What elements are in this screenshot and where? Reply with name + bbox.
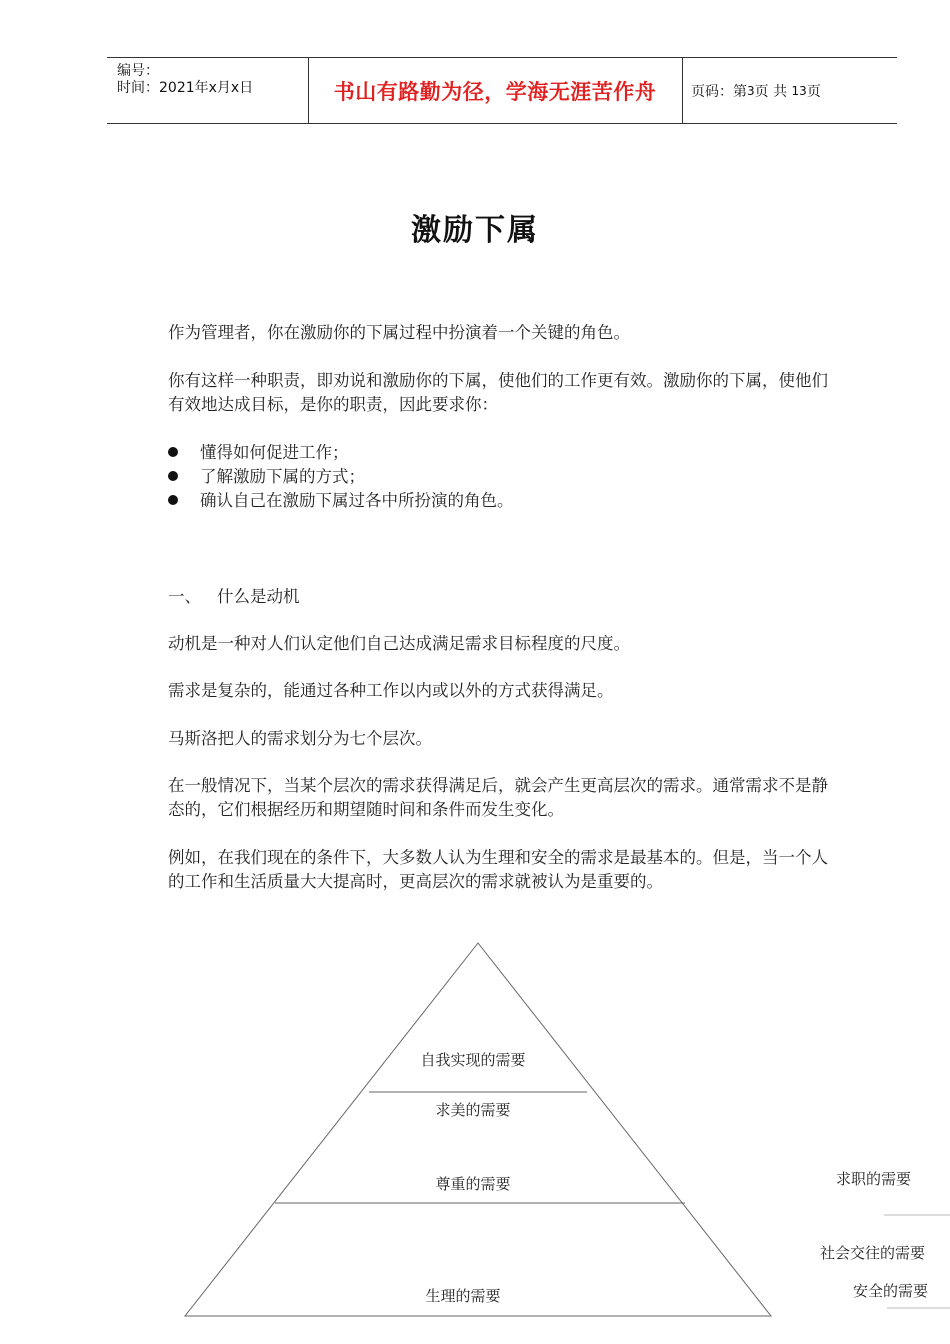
- page-prefix: 页码：第: [691, 84, 747, 100]
- body-paragraph: 需求是复杂的，能通过各种工作以内或以外的方式获得满足。: [168, 681, 614, 700]
- side-label-social: 社会交往的需要: [820, 1244, 926, 1262]
- section-title: 什么是动机: [217, 587, 300, 606]
- body-paragraph: 例如，在我们现在的条件下，大多数人认为生理和安全的需求是最基本的。但是，当一个人的工作和生活质量大大提高时，更高层次的需求就被认为是重要的。: [168, 848, 828, 891]
- pyramid-level-aesthetic: 求美的需要: [435, 1101, 511, 1119]
- serial-number-label: 编号：: [117, 63, 159, 79]
- date-label: 时间：2021年x月x日: [117, 80, 254, 96]
- side-label-job: 求职的需要: [836, 1170, 912, 1188]
- page-total: 13: [791, 84, 807, 98]
- pyramid-outline: [185, 943, 771, 1316]
- pyramid-level-self-actualization: 自我实现的需要: [420, 1051, 526, 1069]
- page-suffix: 页: [806, 84, 821, 100]
- header-motto: 书山有路勤为径，学海无涯苦作舟: [333, 80, 657, 104]
- page-current: 3: [747, 84, 755, 98]
- list-item-text: 懂得如何促进工作；: [200, 443, 349, 462]
- list-item-text: 了解激励下属的方式；: [200, 467, 365, 486]
- body-paragraph: 在一般情况下，当某个层次的需求获得满足后，就会产生更高层次的需求。通常需求不是静态的，它们根据经历和期望随时间和条件而发生变化。: [168, 776, 828, 819]
- pyramid-level-esteem: 尊重的需要: [435, 1175, 511, 1193]
- intro-paragraph: 你有这样一种职责，即劝说和激励你的下属，使他们的工作更有效。激励你的下属，使他们有效地达成目标，是你的职责，因此要求你：: [168, 371, 828, 414]
- document-title: 激励下属: [411, 213, 539, 248]
- intro-paragraph: 作为管理者，你在激励你的下属过程中扮演着一个关键的角色。: [168, 323, 630, 342]
- body-paragraph: 动机是一种对人们认定他们自己达成满足需求目标程度的尺度。: [168, 634, 630, 653]
- list-item-text: 确认自己在激励下属过各中所扮演的角色。: [200, 491, 514, 510]
- body-paragraph: 马斯洛把人的需求划分为七个层次。: [168, 729, 432, 748]
- side-label-safety: 安全的需要: [853, 1282, 929, 1300]
- pyramid-level-physiological: 生理的需要: [425, 1287, 501, 1305]
- section-number: 一、: [168, 587, 201, 606]
- page-mid: 页 共: [754, 84, 788, 100]
